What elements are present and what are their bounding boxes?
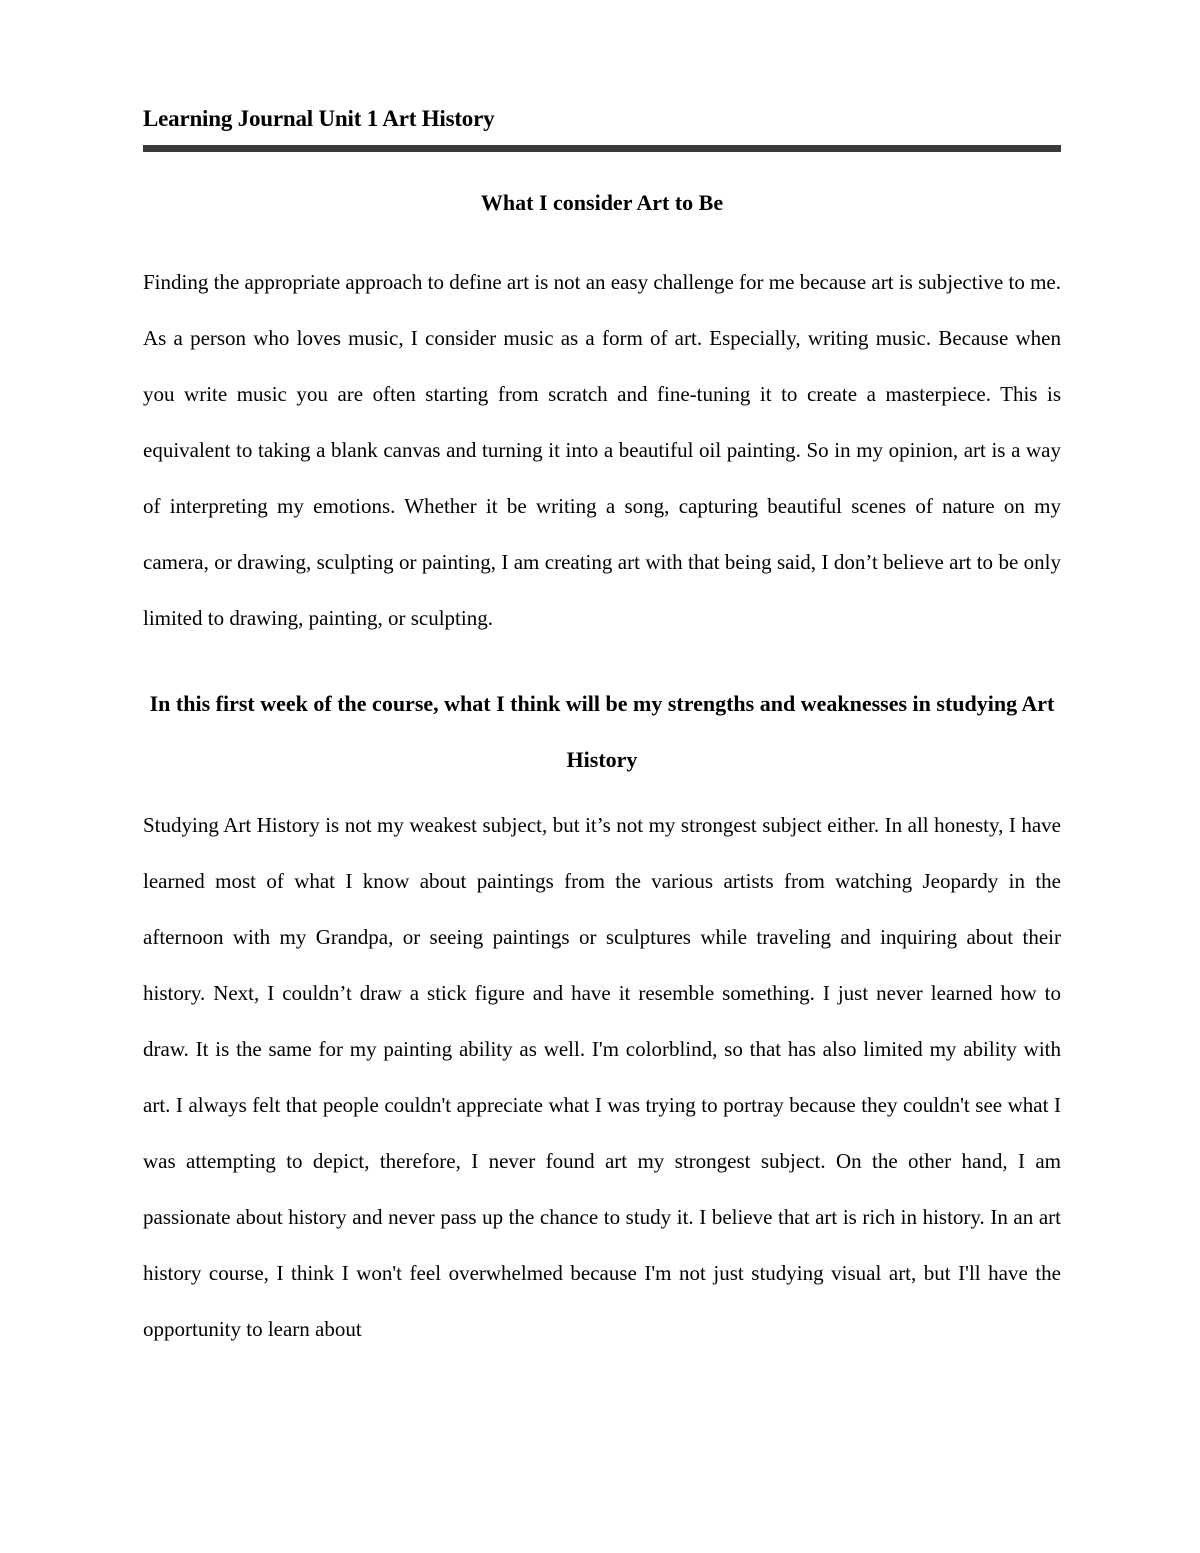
paragraph-what-is-art: Finding the appropriate approach to define art is not an easy challenge for me because art is subjective to me. As a person who loves music, I consider music as a form of art. Especially, writing music. Because when you write music you are often starting from scratch and fine-tuning it to create a masterpiece. This is equivalent to taking a blank canvas and turning it into a beautiful oil painting. So in my opinion, art is a way of interpreting my emotions. Whether it be writing a song, capturing beautiful scenes of nature on my camera, or drawing, sculpting or painting, I am creating art with that being said, I don’t believe art to be only limited to drawing, painting, or sculpting. <box>143 270 1061 630</box>
section-heading-what-is-art: What I consider Art to Be <box>480 190 724 215</box>
header-rule-divider <box>143 145 1061 152</box>
running-header: Learning Journal Unit 1 Art History <box>143 106 495 131</box>
paragraph-strengths-weaknesses: Studying Art History is not my weakest subject, but it’s not my strongest subject either. In all honesty, I have learned most of what I know about paintings from the various artists from watching Jeopardy in the afternoon with my Grandpa, or seeing paintings or sculptures while traveling and inquiring about their history. Next, I couldn’t draw a stick figure and have it resemble something. I just never learned how to draw. It is the same for my painting ability as well. I'm colorblind, so that has also limited my ability with art. I always felt that people couldn't appreciate what I was trying to portray because they couldn't see what I was attempting to depict, therefore, I never found art my strongest subject. On the other hand, I am passionate about history and never pass up the chance to study it. I believe that art is rich in history. In an art history course, I think I won't feel overwhelmed because I'm not just studying visual art, but I'll have the opportunity to learn about <box>143 813 1061 1341</box>
section-heading-strengths-weaknesses: In this first week of the course, what I think will be my strengths and weaknesses in studying Art History <box>149 691 1055 772</box>
